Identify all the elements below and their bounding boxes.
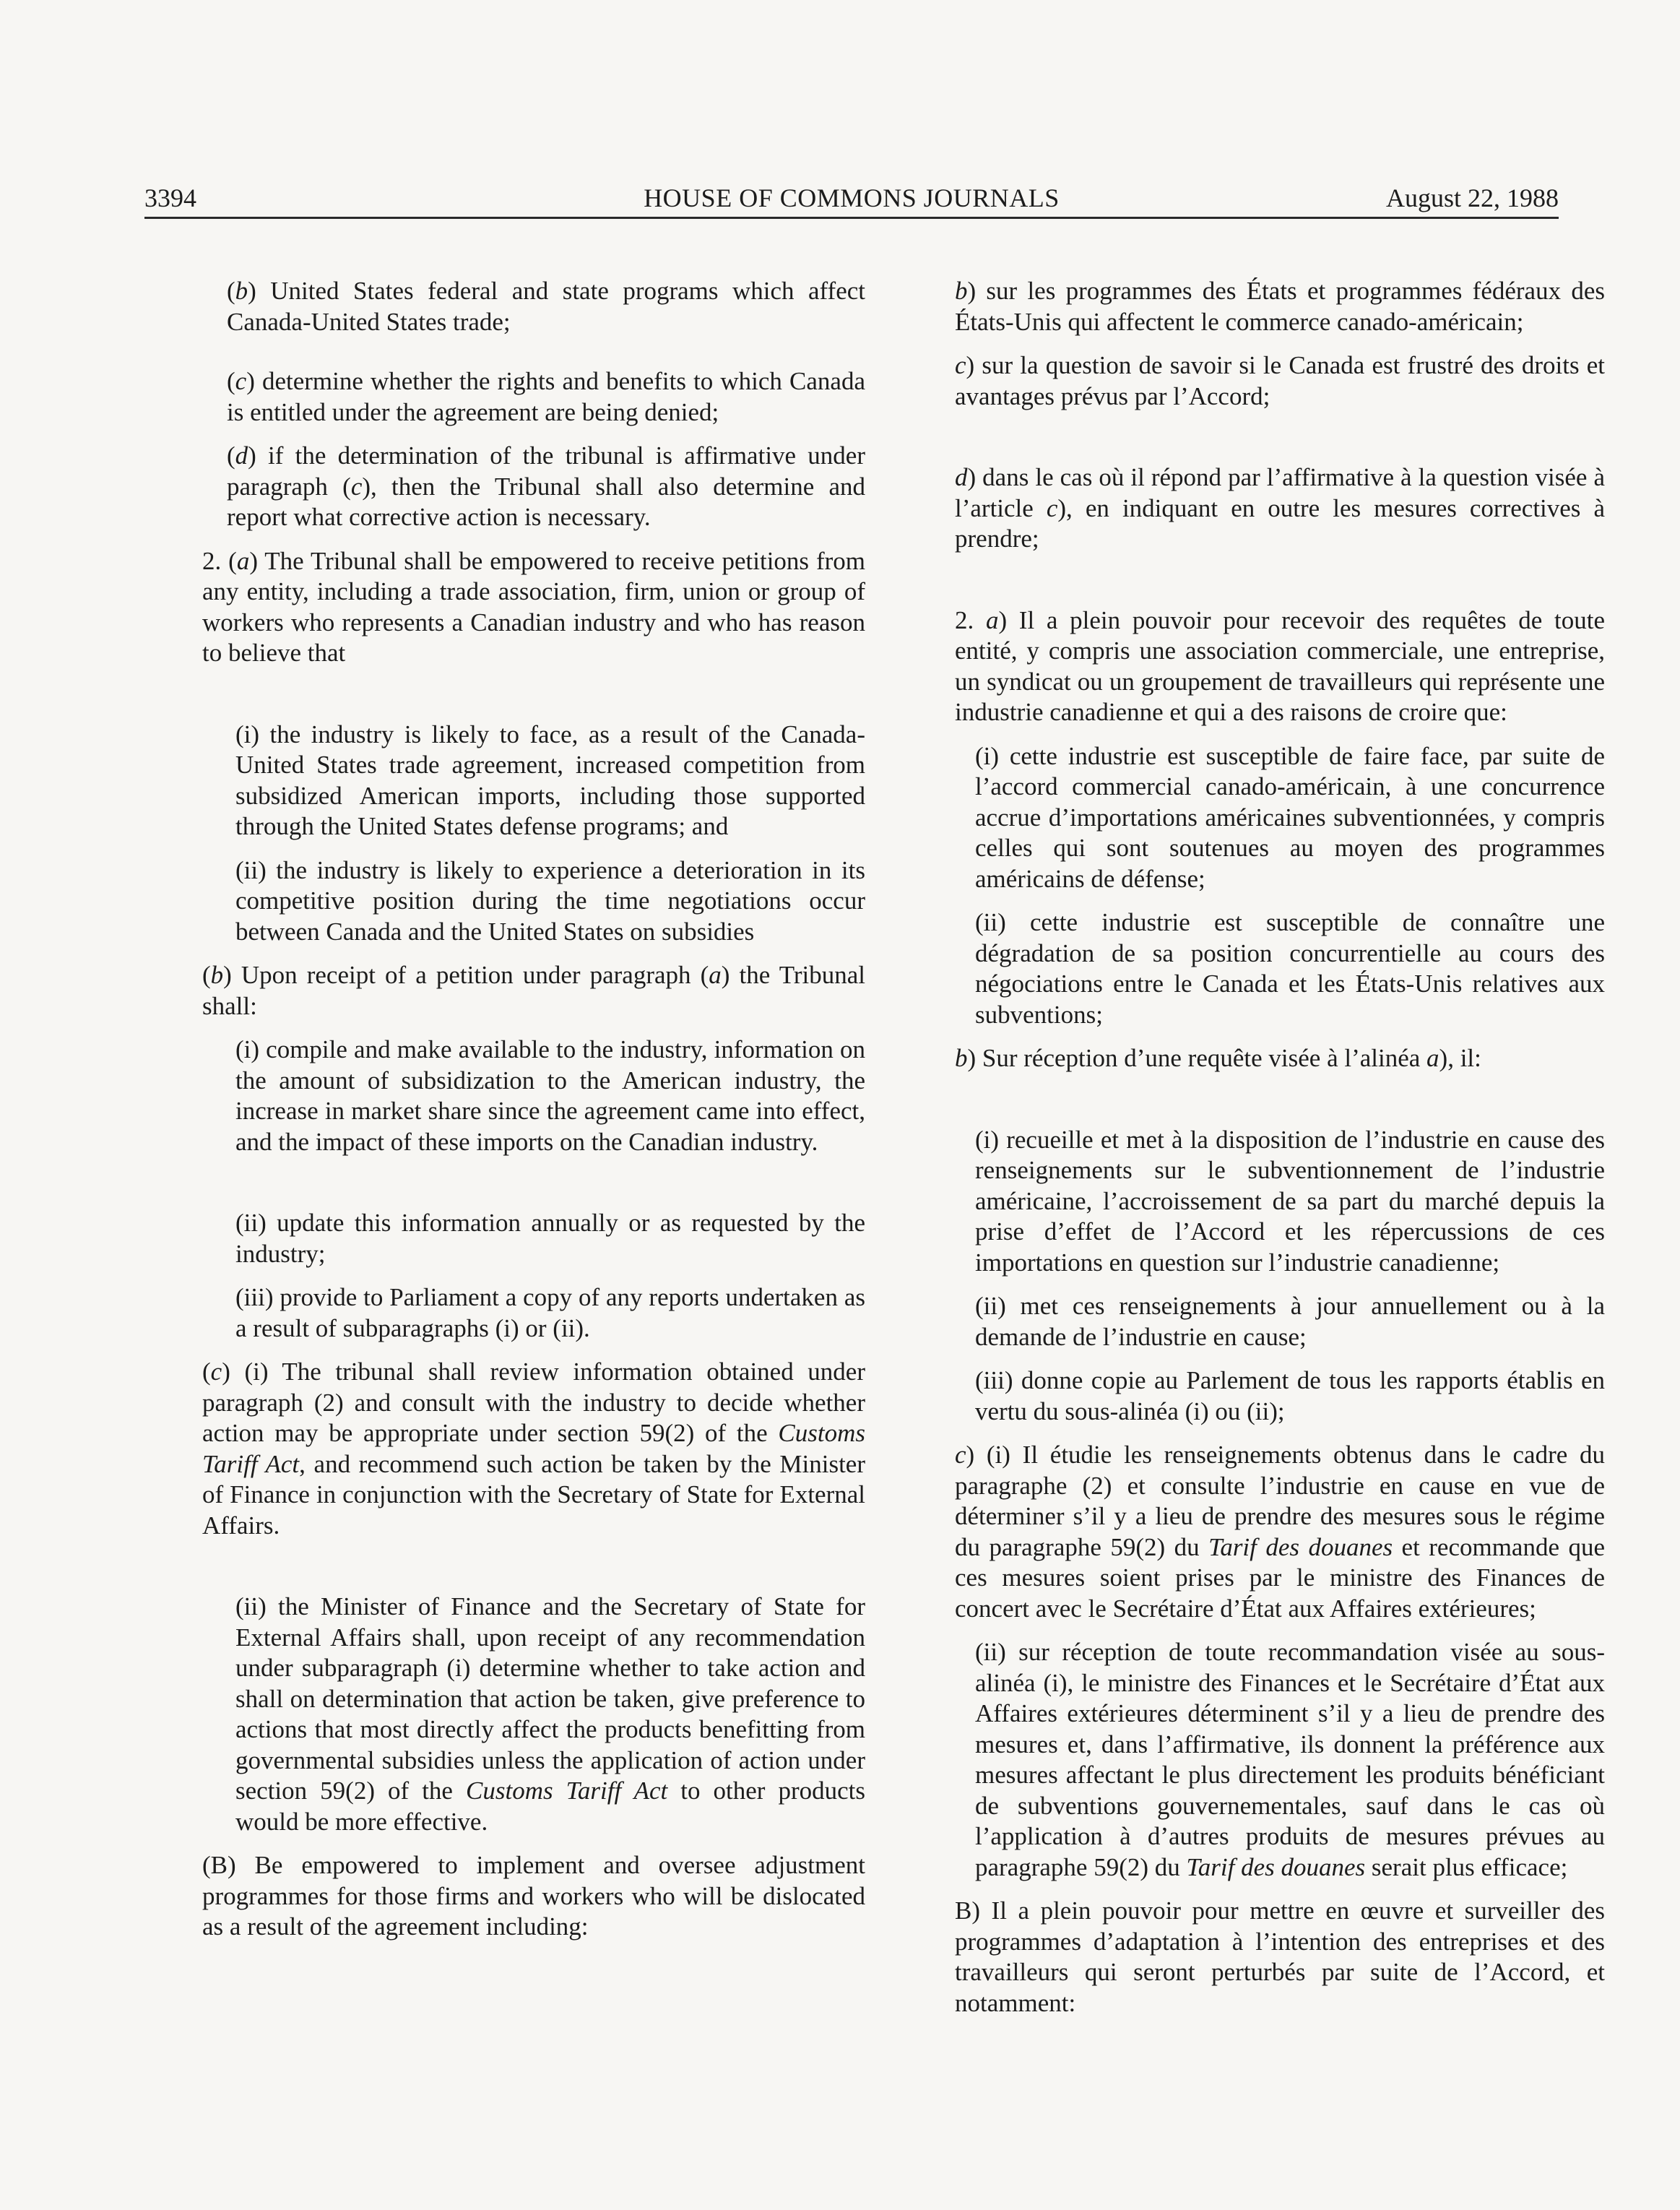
en-para-2c-ii: (ii) the Minister of Finance and the Secretary of State for External Affairs shall, upon receipt of any recommendation under subparagraph (i) determine whether to take action and shall on determination that action be taken, give preference to actions that most directly affect the products benefitting from governmental subsidies unless the application of action under section 59(2) of the Customs Tariff Act to other products would be more effective. — [235, 1592, 865, 1836]
fr-para-2a-i: (i) cette industrie est susceptible de faire face, par suite de l’accord commercial canado-américain, à une concurrence accrue d’importations américaines subventionnées, y compris celles qui sont soutenues au moyen des programmes américains de défense; — [975, 741, 1605, 893]
fr-para-2a: 2. a) Il a plein pouvoir pour recevoir des requêtes de toute entité, y compris une association commerciale, une entreprise, un syndicat ou un groupement de travailleurs qui représente une industrie canadienne et qui a des raisons de croire que: — [955, 605, 1605, 726]
fr-para-2b: b) Sur réception d’une requête visée à l’alinéa a), il: — [955, 1044, 1481, 1072]
en-para-2b: (b) Upon receipt of a petition under paragraph (a) the Tribunal shall: — [202, 961, 865, 1020]
en-para-2c-i: (c) (i) The tribunal shall review information obtained under paragraph (2) and consult with the industry to decide whether action may be appropriate under section 59(2) of the Customs Tariff Act, and recommend such action be taken by the Minister of Finance in conjunction with the Secretary of State for External Affairs. — [202, 1357, 865, 1540]
english-column — [202, 276, 866, 1943]
fr-para-2c-ii: (ii) sur réception de toute recommandation visée au sous-alinéa (i), le ministre des Finances et le Secrétaire d’État aux Affaires extérieures déterminent s’il y a lieu de prendre des mesures et, dans l’affirmative, ils donnent la préférence aux mesures affectant le plus directement les produits bénéficiant de subventions gouvernementales, sauf dans le cas où l’application à d’autres produits de mesures prévues au paragraphe 59(2) du Tarif des douanes serait plus efficace; — [975, 1638, 1605, 1881]
en-para-2b-iii: (iii) provide to Parliament a copy of any reports undertaken as a result of subparagraphs (i) or (ii). — [235, 1283, 865, 1342]
fr-para-B: B) Il a plein pouvoir pour mettre en œuvre et surveiller des programmes d’adaptation à l’intention des entreprises et des travailleurs qui seront perturbés par suite de l’Accord, et notamment: — [955, 1896, 1605, 2017]
fr-para-2a-ii: (ii) cette industrie est susceptible de connaître une dégradation de sa position concurrentielle au cours des négociations entre le Canada et les États-Unis relatives aux subventions; — [975, 908, 1605, 1029]
fr-para-d: d) dans le cas où il répond par l’affirmative à la question visée à l’article c), en indiquant en outre les mesures correctives à prendre; — [955, 463, 1605, 553]
page-number: 3394 — [144, 184, 196, 212]
en-para-2a-i: (i) the industry is likely to face, as a result of the Canada-United States trade agreement, increased competition from subsidized American imports, including those supported through the United States defense programs; and — [235, 720, 865, 840]
en-para-2b-ii: (ii) update this information annually or as requested by the industry; — [235, 1209, 865, 1268]
french-column — [955, 276, 1605, 2019]
fr-para-2b-iii: (iii) donne copie au Parlement de tous les rapports établis en vertu du sous-alinéa (i) ou (ii); — [975, 1366, 1605, 1425]
en-para-b: (b) United States federal and state programs which affect Canada-United States trade; — [227, 277, 865, 336]
journal-title: HOUSE OF COMMONS JOURNALS — [644, 184, 1060, 212]
fr-para-2b-ii: (ii) met ces renseignements à jour annuellement ou à la demande de l’industrie en cause; — [975, 1292, 1605, 1351]
en-para-2b-i: (i) compile and make available to the industry, information on the amount of subsidization to the American industry, the increase in market share since the agreement came into effect, and the impact of these imports on the Canadian industry. — [235, 1035, 865, 1156]
en-para-B: (B) Be empowered to implement and oversee adjustment programmes for those firms and workers who will be dislocated as a result of the agreement including: — [202, 1851, 865, 1941]
fr-para-2c-i: c) (i) Il étudie les renseignements obtenus dans le cadre du paragraphe (2) et consulte l’industrie en cause en vue de déterminer s’il y a lieu de prendre des mesures sous le régime du paragraphe 59(2) du Tarif des douanes et recommande que ces mesures soient prises par le ministre des Finances de concert avec le Secrétaire d’État aux Affaires extérieures; — [955, 1441, 1605, 1623]
fr-para-b: b) sur les programmes des États et programmes fédéraux des États-Unis qui affectent le commerce canado-américain; — [955, 277, 1605, 336]
en-para-d: (d) if the determination of the tribunal is affirmative under paragraph (c), then the Tribunal shall also determine and report what corrective action is necessary. — [227, 441, 865, 531]
en-para-c: (c) determine whether the rights and benefits to which Canada is entitled under the agreement are being denied; — [227, 367, 865, 426]
fr-para-2b-i: (i) recueille et met à la disposition de l’industrie en cause des renseignements sur le subventionnement de l’industrie américaine, l’accroissement de sa part du marché depuis la prise d’effet de l’Accord et les répercussions de ces importations en question sur l’industrie canadienne; — [975, 1125, 1605, 1277]
header-date: August 22, 1988 — [1385, 184, 1559, 212]
en-para-2a: 2. (a) The Tribunal shall be empowered to receive petitions from any entity, including a trade association, firm, union or group of workers who represents a Canadian industry and who has reason to believe that — [202, 546, 866, 667]
en-para-2a-ii: (ii) the industry is likely to experience a deterioration in its competitive position during the time negotiations occur between Canada and the United States on subsidies — [235, 855, 865, 946]
fr-para-c: c) sur la question de savoir si le Canada est frustré des droits et avantages prévus par l’Accord; — [955, 351, 1605, 410]
page-header — [144, 179, 1559, 219]
